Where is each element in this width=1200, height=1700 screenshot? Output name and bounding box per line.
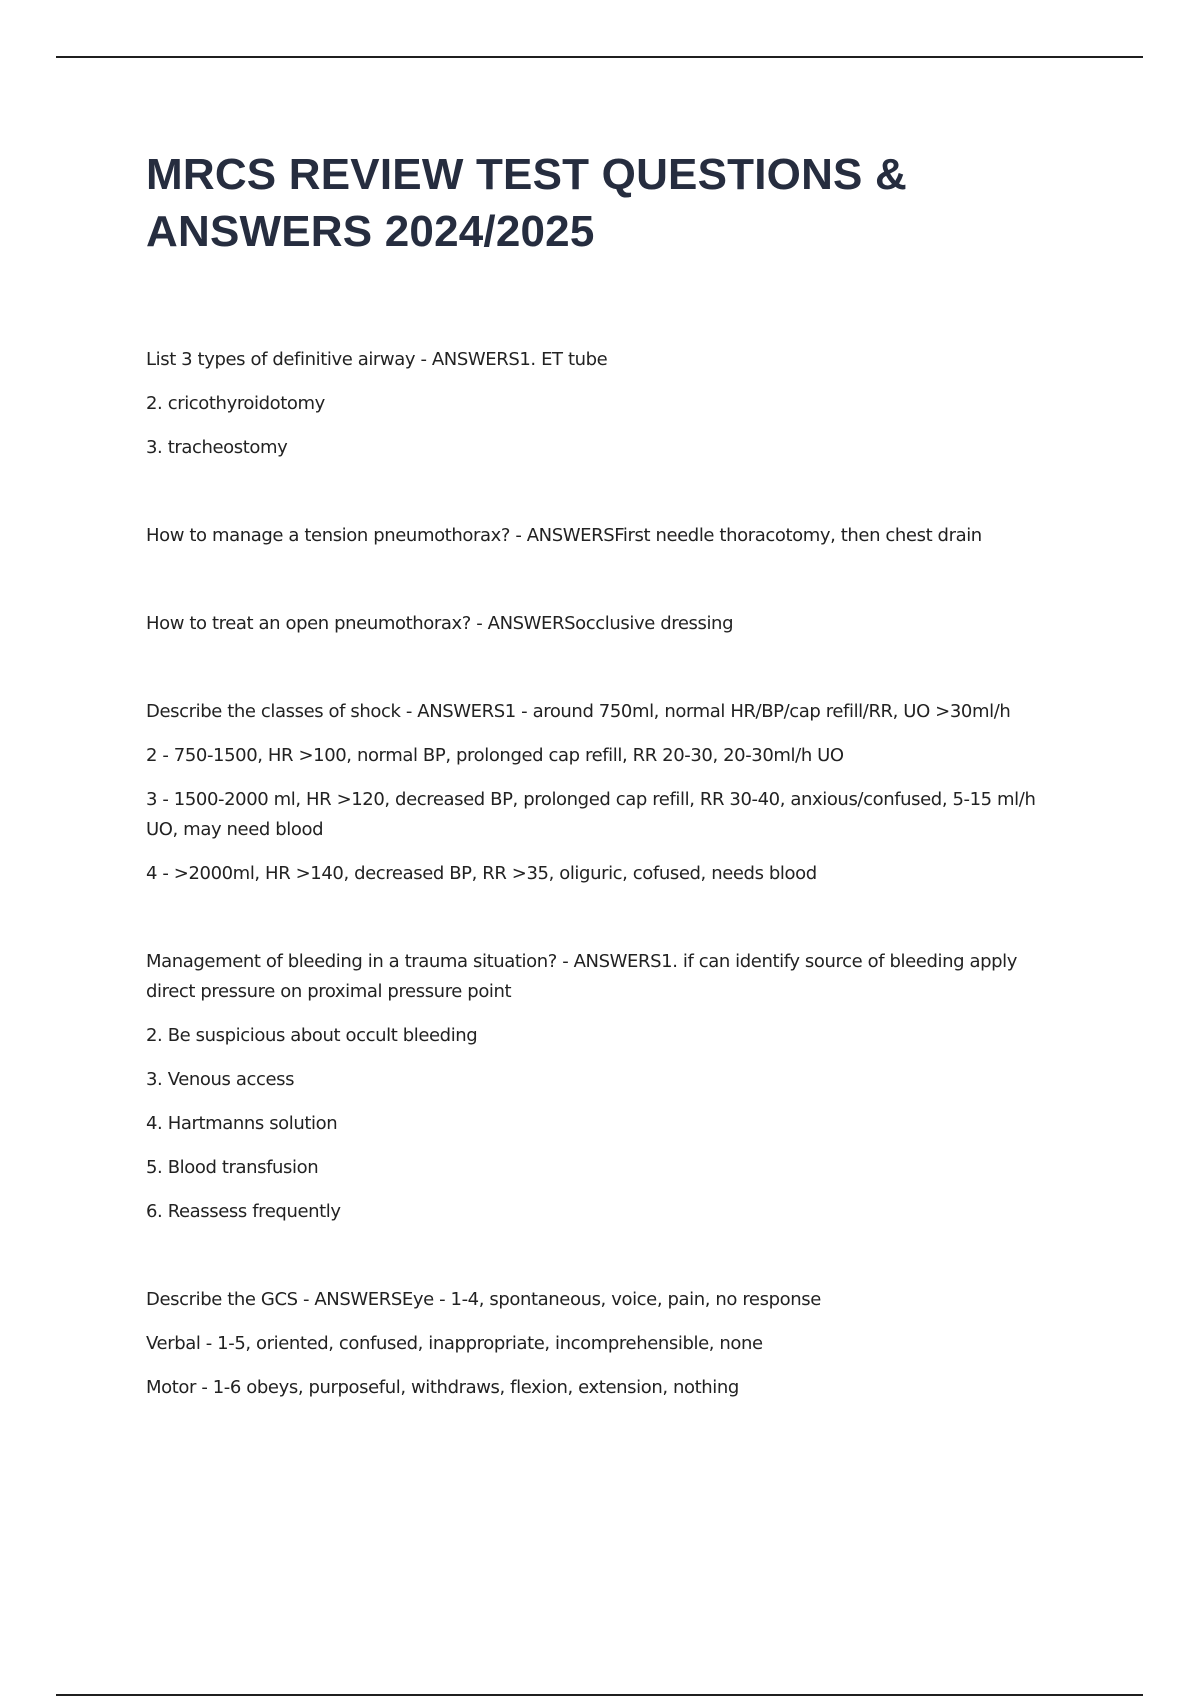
qa-line: Describe the classes of shock - ANSWERS1 - around 750ml, normal HR/BP/cap refill/RR, UO >30ml/h [146, 701, 1011, 722]
qa-line: 4. Hartmanns solution [146, 1113, 338, 1134]
qa-line: Describe the GCS - ANSWERSEye - 1-4, spontaneous, voice, pain, no response [146, 1289, 821, 1310]
qa-line: Motor - 1-6 obeys, purposeful, withdraws, flexion, extension, nothing [146, 1377, 739, 1398]
qa-line: Management of bleeding in a trauma situation? - ANSWERS1. if can identify source of bleeding apply direct pressure on proximal pressure point [146, 951, 1017, 1002]
qa-block-airway [146, 345, 1066, 463]
qa-block-gcs [146, 1285, 1066, 1403]
qa-block-open-pneumothorax [146, 609, 1066, 639]
qa-block-shock-classes [146, 697, 1066, 889]
qa-line: 3. tracheostomy [146, 437, 288, 458]
qa-block-bleeding-management [146, 947, 1066, 1227]
qa-line: 3. Venous access [146, 1069, 295, 1090]
top-rule [56, 56, 1143, 58]
qa-line: Verbal - 1-5, oriented, confused, inappropriate, incomprehensible, none [146, 1333, 763, 1354]
qa-line: 3 - 1500-2000 ml, HR >120, decreased BP, prolonged cap refill, RR 30-40, anxious/confused, 5-15 ml/h UO, may need blood [146, 789, 1036, 840]
page-title: MRCS REVIEW TEST QUESTIONS & ANSWERS 2024/2025 [146, 150, 907, 256]
qa-line: 2. Be suspicious about occult bleeding [146, 1025, 478, 1046]
qa-line: 4 - >2000ml, HR >140, decreased BP, RR >35, oliguric, cofused, needs blood [146, 863, 817, 884]
qa-line: 5. Blood transfusion [146, 1157, 319, 1178]
qa-line: How to treat an open pneumothorax? - ANSWERSocclusive dressing [146, 613, 734, 634]
qa-line: List 3 types of definitive airway - ANSWERS1. ET tube [146, 349, 608, 370]
qa-line: 2 - 750-1500, HR >100, normal BP, prolonged cap refill, RR 20-30, 20-30ml/h UO [146, 745, 844, 766]
qa-line: 2. cricothyroidotomy [146, 393, 325, 414]
qa-line: 6. Reassess frequently [146, 1201, 341, 1222]
bottom-rule [56, 1694, 1143, 1696]
qa-block-tension-pneumothorax [146, 521, 1066, 551]
qa-line: How to manage a tension pneumothorax? - ANSWERSFirst needle thoracotomy, then chest drain [146, 525, 982, 546]
qa-content [146, 345, 1066, 1461]
